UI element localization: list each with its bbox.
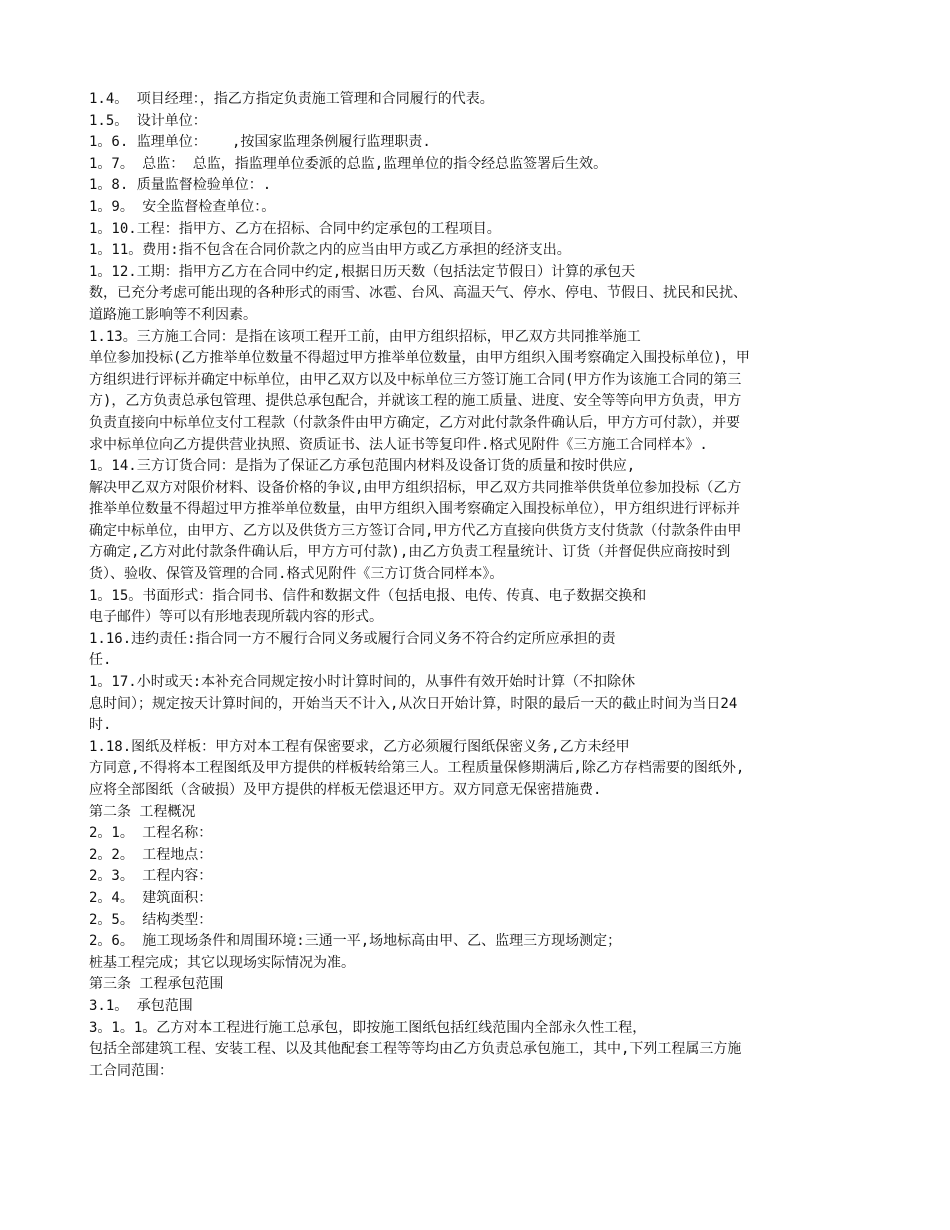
text-line: 货）、验收、保管及管理的合同.格式见附件《三方订货合同样本》。 — [89, 566, 504, 583]
text-line: 第二条 工程概况 — [89, 803, 196, 820]
text-line: 1。14.三方订货合同：是指为了保证乙方承包范围内材料及设备订货的质量和按时供应, — [89, 458, 636, 475]
text-line: 桩基工程完成；其它以现场实际情况为准。 — [89, 954, 355, 971]
text-line: 1。17.小时或天:本补充合同规定按小时计算时间的，从事件有效开始时计算（不扣除休 — [89, 674, 636, 691]
text-line: 推举单位数量不得超过甲方推举单位数量，由甲方组织入围考察确定入围投标单位），甲方组织进行评标并 — [89, 501, 740, 518]
text-line: 单位参加投标(乙方推举单位数量不得超过甲方推举单位数量，由甲方组织入围考察确定入围投标单位)，甲 — [89, 350, 750, 367]
text-line: 1.4。 项目经理：，指乙方指定负责施工管理和合同履行的代表。 — [89, 91, 494, 107]
text-line: 确定中标单位，由甲方、乙方以及供货方三方签订合同,甲方代乙方直接向供货方支付货款（付款条件由甲 — [89, 522, 742, 539]
text-line: 1。7。 总监： 总监，指监理单位委派的总监,监理单位的指令经总监签署后生效。 — [89, 155, 608, 172]
text-line: 1。8. 质量监督检验单位：. — [89, 177, 272, 194]
text-line: 1.13。三方施工合同：是指在该项工程开工前，由甲方组织招标，甲乙双方共同推举施工 — [89, 328, 641, 345]
text-line: 任. — [89, 652, 112, 669]
text-line: 方同意,不得将本工程图纸及甲方提供的样板转给第三人。工程质量保修期满后,除乙方存档需要的图纸外, — [89, 760, 745, 777]
text-line: 1。10.工程：指甲方、乙方在招标、合同中约定承包的工程项目。 — [89, 220, 501, 237]
text-line: 2。6。 施工现场条件和周围环境:三通一平,场地标高由甲、乙、监理三方现场测定； — [89, 933, 622, 950]
text-line: 方)，乙方负责总承包管理、提供总承包配合，并就该工程的施工质量、进度、安全等等向甲方负责，甲方 — [89, 393, 742, 410]
text-line: 求中标单位向乙方提供营业执照、资质证书、法人证书等复印件.格式见附件《三方施工合同样本》. — [89, 436, 708, 453]
text-line: 解决甲乙双方对限价材料、设备价格的争议,由甲方组织招标，甲乙双方共同推举供货单位参加投标（乙方 — [89, 479, 742, 496]
text-line: 时. — [89, 717, 112, 734]
text-line: 2。1。 工程名称： — [89, 825, 213, 842]
text-line: 1。9。 安全监督检查单位：。 — [89, 198, 276, 215]
text-line: 1。6. 监理单位： ,按国家监理条例履行监理职责. — [89, 134, 431, 151]
text-line: 1。11。费用:指不包含在合同价款之内的应当由甲方或乙方承担的经济支出。 — [89, 242, 571, 259]
text-line: 2。2。 工程地点： — [89, 846, 213, 863]
text-line: 2。5。 结构类型： — [89, 911, 213, 928]
text-line: 1。12.工期：指甲方乙方在合同中约定,根据日历天数（包括法定节假日）计算的承包天 — [89, 263, 636, 280]
text-line: 1。15。书面形式：指合同书、信件和数据文件（包括电报、电传、传真、电子数据交换和 — [89, 587, 647, 604]
text-line: 息时间）；规定按天计算时间的，开始当天不计入,从次日开始计算，时限的最后一天的截止时间为当日24 — [89, 695, 738, 712]
text-line: 应将全部图纸（含破损）及甲方提供的样板无偿退还甲方。双方同意无保密措施费. — [89, 782, 602, 798]
text-line: 工合同范围： — [89, 1062, 173, 1079]
text-line: 方组织进行评标并确定中标单位，由甲乙双方以及中标单位三方签订施工合同(甲方作为该施工合同的第三 — [89, 371, 742, 388]
text-line: 电子邮件）等可以有形地表现所载内容的形式。 — [89, 609, 383, 626]
text-line: 第三条 工程承包范围 — [89, 976, 224, 993]
text-line: 数，已充分考虑可能出现的各种形式的雨雪、冰雹、台风、高温天气、停水、停电、节假日、扰民和民扰、 — [89, 285, 747, 302]
text-line: 方确定,乙方对此付款条件确认后，甲方方可付款),由乙方负责工程量统计、订货（并督促供应商按时到 — [89, 544, 731, 561]
text-line: 1.18.图纸及样板：甲方对本工程有保密要求，乙方必须履行图纸保密义务,乙方未经甲 — [89, 738, 630, 755]
text-line: 包括全部建筑工程、安装工程、以及其他配套工程等等均由乙方负责总承包施工，其中,下列工程属三方施 — [89, 1041, 742, 1058]
text-line: 1.16.违约责任:指合同一方不履行合同义务或履行合同义务不符合约定所应承担的责 — [89, 630, 616, 647]
text-line: 3.1。 承包范围 — [89, 997, 193, 1014]
contract-text-body — [89, 89, 910, 1082]
text-line: 道路施工影响等不利因素。 — [89, 306, 257, 323]
text-line: 1.5。 设计单位： — [89, 112, 207, 129]
text-line: 2。4。 建筑面积： — [89, 889, 213, 906]
text-line: 负责直接向中标单位支付工程款（付款条件由甲方确定，乙方对此付款条件确认后，甲方方可付款），并要 — [89, 414, 740, 431]
text-line: 3。1。1。乙方对本工程进行施工总承包，即按施工图纸包括红线范围内全部永久性工程， — [89, 1019, 647, 1036]
text-line: 2。3。 工程内容： — [89, 868, 213, 885]
